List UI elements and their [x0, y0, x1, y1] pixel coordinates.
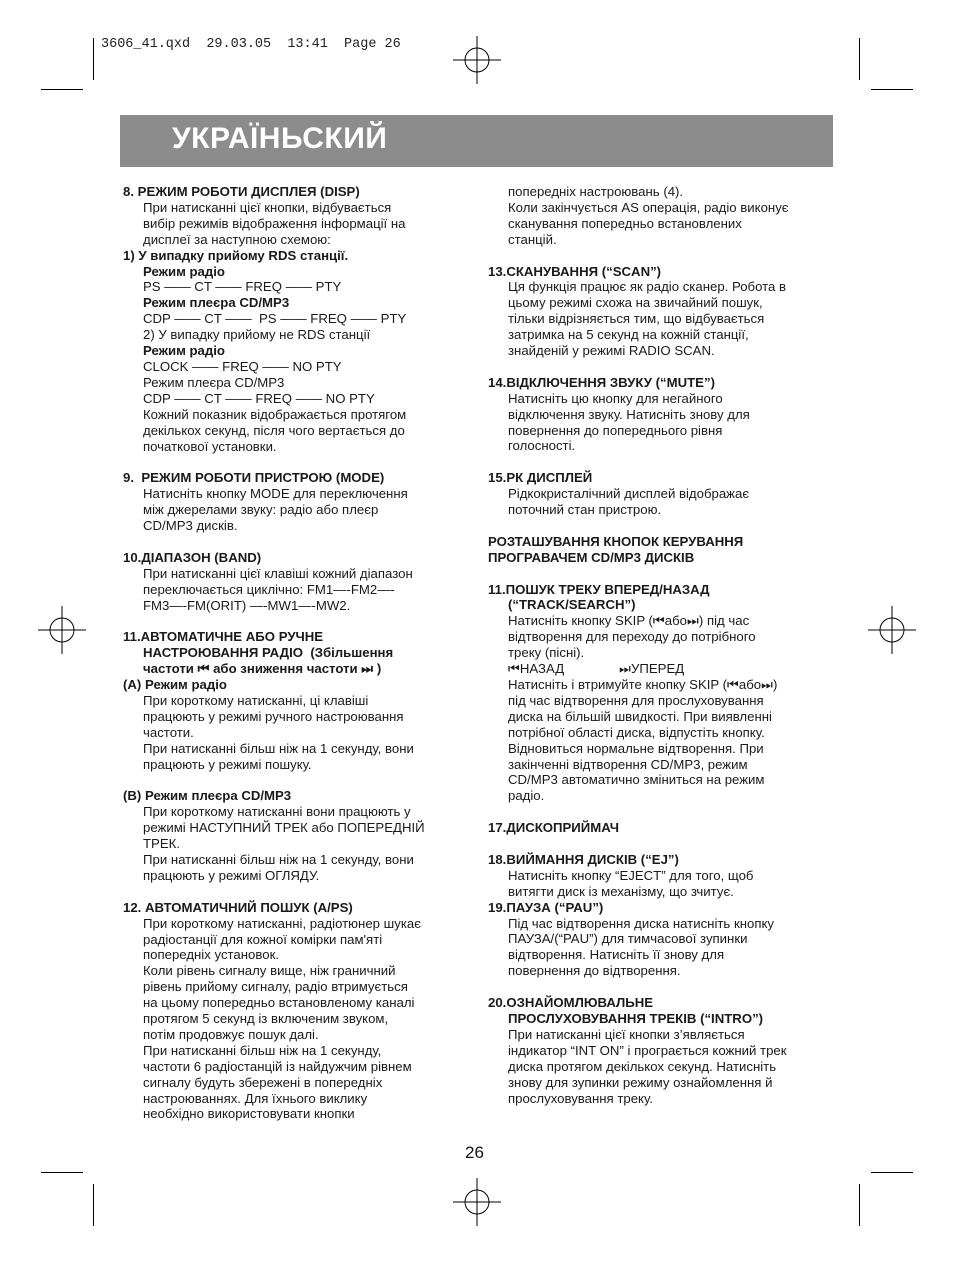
body-text-line: CD/MP3 дисків. [143, 518, 238, 534]
section-heading-line: 10.ДІАПАЗОН (BAND) [123, 549, 262, 565]
registration-mark-right-icon [868, 606, 916, 654]
body-text-line: CDP —— CT —— FREQ —— NO PTY [143, 390, 375, 406]
blank-line [488, 248, 838, 264]
body-text-line: Коли рівень сигналу вище, ніж граничний [143, 963, 396, 979]
body-text-line: При короткому натисканні, радіотюнер шукає [143, 915, 421, 931]
body-text-line: PS —— CT —— FREQ —— PTY [143, 279, 342, 295]
section-heading-line: частоти ⏮ або зниження частоти ⏭ ) [143, 661, 382, 677]
crop-mark-bottom-left-v [93, 1184, 94, 1226]
body-text-line: затримка на 5 секунд на кожній станції, [508, 327, 749, 343]
body-text-line: диска протягом декількох секунд. Натисніть [508, 1058, 777, 1074]
body-text-line: Режим плеєра CD/MP3 [143, 374, 285, 390]
body-text-line: Ця функція працює як радіо сканер. Робота в [508, 279, 787, 295]
crop-mark-top-left-h [41, 89, 83, 90]
body-text-line: Натисніть цю кнопку для негайного [508, 390, 723, 406]
crop-mark-bottom-right-v [859, 1184, 860, 1226]
left-text-column [123, 184, 468, 1122]
body-text-line: голосності. [508, 438, 576, 454]
body-text-line: Режим радіо [143, 263, 225, 279]
blank-line [488, 359, 838, 375]
section-heading-line: 17.ДИСКОПРИЙМАЧ [488, 820, 620, 836]
crop-mark-bottom-left-h [41, 1172, 83, 1173]
section-heading-line: 18.ВИЙМАННЯ ДИСКІВ (“EJ”) [488, 851, 679, 867]
body-text-line: При натисканні цієї кнопки з’являється [508, 1026, 745, 1042]
section-heading-line: РОЗТАШУВАННЯ КНОПОК КЕРУВАННЯ [488, 533, 744, 549]
body-text-line: При натисканні більш ніж на 1 секунду, вони [143, 740, 414, 756]
body-text-line: знову для зупинки режиму ознайомлення й [508, 1074, 773, 1090]
banner-title: УКРАЇНЬСКИЙ [172, 122, 388, 155]
body-text-line: повернення до відтворення. [508, 963, 681, 979]
body-text-line: протягом 5 секунд із включеним звуком, [143, 1011, 389, 1027]
body-text-line: Натисніть кнопку SKIP (⏮або⏭) під час [508, 613, 750, 629]
body-text-line: ПАУЗА/(“PAU”) для тимчасової зупинки [508, 931, 748, 947]
body-text-line: витягти диск із механізму, що зчитує. [508, 883, 734, 899]
blank-line [123, 534, 468, 550]
body-text-line: відтворення для переходу до потрібного [508, 629, 756, 645]
body-text-line: тільки відрізняється тим, що відбувається [508, 311, 765, 327]
body-text-line: CLOCK —— FREQ —— NO PTY [143, 358, 342, 374]
body-text-line: відключення звуку. Натисніть знову для [508, 406, 750, 422]
section-heading-line: 20.ОЗНАЙОМЛЮВАЛЬНЕ [488, 995, 654, 1011]
crop-mark-top-left-v [93, 38, 94, 80]
body-text-line: Коли закінчується AS операція, радіо виконує [508, 199, 789, 215]
body-text-line: Відновиться нормальне відтворення. При [508, 740, 764, 756]
body-text-line: сигналу будуть збережені в попередніх [143, 1074, 383, 1090]
body-text-line: При натисканні цієї клавіші кожний діапазон [143, 565, 413, 581]
body-text-line: закінченні відтворення CD/MP3, режим [508, 756, 748, 772]
body-text-line: станцій. [508, 231, 557, 247]
section-heading-line: ПРОСЛУХОВУВАННЯ ТРЕКІВ (“INTRO”) [508, 1011, 764, 1026]
print-slug: 3606_41.qxd 29.03.05 13:41 Page 26 [101, 37, 401, 52]
section-heading-line: НАСТРОЮВАННЯ РАДІО (Збільшення [143, 645, 394, 661]
body-text-line: режимі НАСТУПНИЙ ТРЕК або ПОПЕРЕДНІЙ [143, 820, 425, 836]
body-text-line: прослуховування треку. [508, 1090, 653, 1106]
body-text-line: потрібної області диска, відпустіть кнопку. [508, 724, 765, 740]
blank-line [123, 613, 468, 629]
section-heading-line: (A) Режим радіо [123, 677, 227, 693]
blank-line [123, 772, 468, 788]
section-heading-line: 13.СКАНУВАННЯ (“SCAN”) [488, 263, 662, 279]
body-text-line: поточний стан пристрою. [508, 502, 662, 518]
body-text-line: між джерелами звуку: радіо або плеєр [143, 502, 379, 518]
registration-mark-top-icon [453, 36, 501, 84]
body-text-line: частоти. [143, 724, 194, 740]
body-text-line: декількох секунд, після чого вертається до [143, 422, 405, 438]
section-heading-line: 9. РЕЖИМ РОБОТИ ПРИСТРОЮ (MODE) [123, 470, 385, 486]
body-text-line: переключається циклічно: FM1—-FM2—- [143, 581, 395, 597]
body-text-line: працюють у режимі ручного настроювання [143, 708, 404, 724]
blank-line [488, 836, 838, 852]
section-heading-line: (B) Режим плеєра CD/MP3 [123, 788, 292, 804]
section-heading-line: 8. РЕЖИМ РОБОТИ ДИСПЛЕЯ (DISP) [123, 184, 360, 199]
blank-line [488, 979, 838, 995]
body-text-line: FM3—-FM(ORIT) —-MW1—-MW2. [143, 597, 351, 613]
body-text-line: При короткому натисканні, ці клавіші [143, 692, 369, 708]
blank-line [488, 804, 838, 820]
body-text-line: настроюваннях. Для їхнього виклику [143, 1090, 368, 1106]
crop-mark-bottom-right-h [871, 1172, 913, 1173]
blank-line [488, 454, 838, 470]
blank-line [123, 884, 468, 900]
body-text-line: частоти 6 радіостанцій із найдужчим рівнем [143, 1058, 412, 1074]
body-text-line: CDP —— CT —— PS —— FREQ —— PTY [143, 311, 407, 327]
body-text-line: працюють у режимі ОГЛЯДУ. [143, 867, 320, 883]
body-text-line: рівень прийому сигналу, радіо втримується [143, 979, 408, 995]
body-text-line: сканування попередньо встановлених [508, 215, 742, 231]
body-text-line: початкової установки. [143, 438, 277, 454]
body-text-line: потім продовжує пошук далі. [143, 1026, 319, 1042]
body-text-line: Натисніть кнопку “EJECT” для того, щоб [508, 867, 754, 883]
body-text-line: При натисканні більш ніж на 1 секунду, [143, 1042, 382, 1058]
body-text-line: Натисніть і втримуйте кнопку SKIP (⏮або⏭) [508, 677, 778, 693]
body-text-line: працюють у режимі пошуку. [143, 756, 312, 772]
body-text-line: Під час відтворення диска натисніть кнопку [508, 915, 774, 931]
blank-line [488, 566, 838, 582]
body-text-line: При натисканні цієї кнопки, відбувається [143, 199, 392, 215]
body-text-line: диска на більшій швидкості. При виявленні [508, 708, 772, 724]
body-text-line: радіо. [508, 788, 545, 804]
section-heading-line: (“TRACK/SEARCH”) [508, 597, 636, 613]
blank-line [488, 518, 838, 534]
body-text-line: Режим плеєра CD/MP3 [143, 295, 290, 311]
page-number: 26 [465, 1143, 484, 1162]
body-text-line: ⏮НАЗАД ⏭УПЕРЕД [508, 661, 685, 677]
section-heading-line: 12. АВТОМАТИЧНИЙ ПОШУК (A/PS) [123, 899, 353, 915]
registration-mark-bottom-icon [453, 1178, 501, 1226]
section-heading-line: 14.ВІДКЛЮЧЕННЯ ЗВУКУ (“MUTE”) [488, 374, 715, 390]
body-text-line: попередніх установок. [143, 947, 280, 963]
body-text-line: CD/MP3 автоматично зміниться на режим [508, 772, 765, 788]
body-text-line: на цьому попередньо встановленому каналі [143, 995, 415, 1011]
body-text-line: вибір режимів відображення інформації на [143, 215, 406, 231]
body-text-line: Рідкокристалічний дисплей відображає [508, 486, 750, 502]
body-text-line: знайденій у режимі RADIO SCAN. [508, 343, 715, 359]
body-text-line: попередніх настроювань (4). [508, 184, 684, 199]
body-text-line: необхідно використовувати кнопки [143, 1106, 355, 1122]
body-text-line: дисплеї за наступною схемою: [143, 231, 331, 247]
body-text-line: повернення до попереднього рівня [508, 422, 723, 438]
section-heading-line: ПРОГРАВАЧЕМ CD/MP3 ДИСКІВ [488, 549, 695, 565]
body-text-line: При короткому натисканні вони працюють у [143, 804, 411, 820]
crop-mark-top-right-h [871, 89, 913, 90]
body-text-line: При натисканні більш ніж на 1 секунду, вони [143, 852, 414, 867]
body-text-line: під час відтворення для прослуховування [508, 692, 764, 708]
body-text-line: радіостанції для кожної комірки пам'яті [143, 931, 383, 947]
registration-mark-left-icon [38, 606, 86, 654]
body-text-line: цьому режимі схожа на звичайний пошук, [508, 295, 763, 311]
section-heading-line: 15.РК ДИСПЛЕЙ [488, 470, 593, 486]
blank-line [123, 454, 468, 470]
body-text-line: Натисніть кнопку MODE для переключення [143, 486, 408, 502]
body-text-line: треку (пісні). [508, 645, 585, 661]
body-text-line: відтворення. Натисніть її знову для [508, 947, 725, 963]
crop-mark-top-right-v [859, 38, 860, 80]
section-heading-line: 11.ПОШУК ТРЕКУ ВПЕРЕД/НАЗАД [488, 581, 710, 597]
language-banner [120, 115, 833, 167]
body-text-line: індикатор “INT ON” і програється кожний трек [508, 1042, 787, 1058]
section-heading-line: 11.АВТОМАТИЧНЕ АБО РУЧНЕ [123, 629, 324, 645]
right-text-column [488, 184, 838, 1106]
body-text-line: 2) У випадку прийому не RDS станції [143, 327, 371, 343]
section-heading-line: 19.ПАУЗА (“PAU”) [488, 899, 604, 915]
body-text-line: ТРЕК. [143, 836, 180, 852]
section-heading-line: 1) У випадку прийому RDS станції. [123, 247, 349, 263]
body-text-line: Кожний показник відображається протягом [143, 406, 407, 422]
body-text-line: Режим радіо [143, 343, 225, 359]
